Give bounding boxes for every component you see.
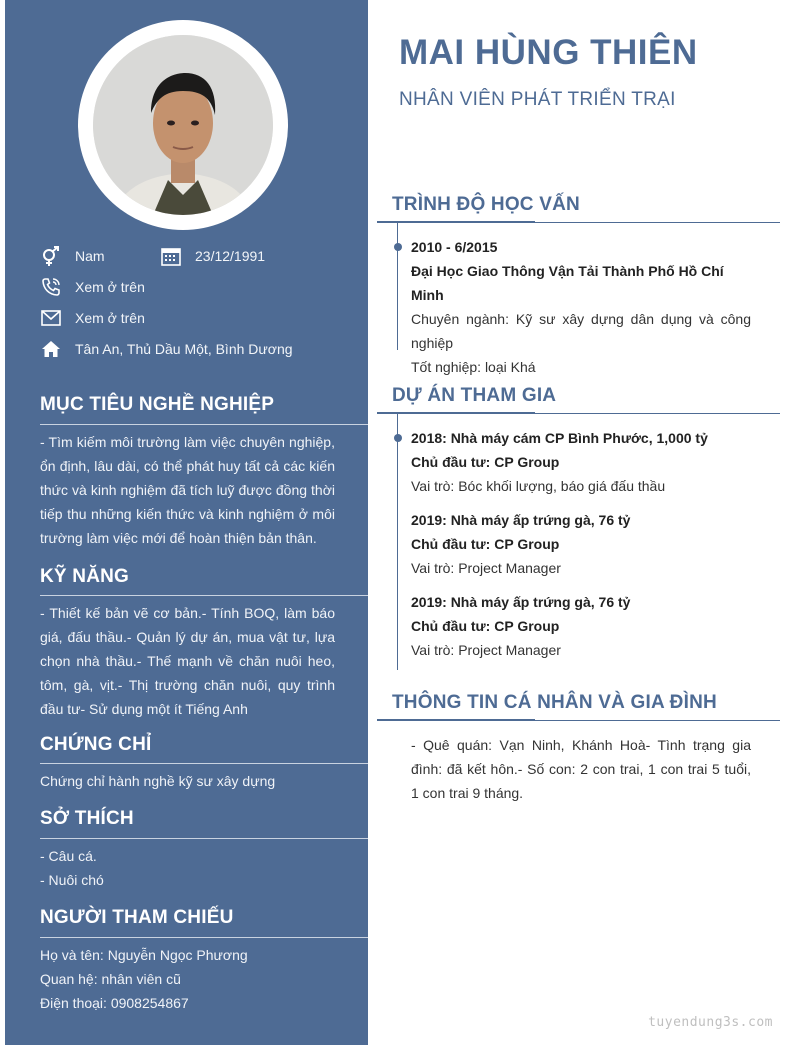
personal-title: THÔNG TIN CÁ NHÂN VÀ GIA ĐÌNH bbox=[392, 692, 717, 713]
certificates-text: Chứng chỉ hành nghề kỹ sư xây dựng bbox=[40, 773, 276, 789]
timeline-dot bbox=[394, 243, 402, 251]
timeline-dot bbox=[394, 434, 402, 442]
objective-divider bbox=[40, 424, 368, 425]
project-entry bbox=[411, 508, 751, 580]
project-entry bbox=[411, 426, 751, 498]
project-role: Vai trò: Project Manager bbox=[411, 560, 561, 576]
home-icon bbox=[40, 339, 62, 359]
reference-name: Họ và tên: Nguyễn Ngọc Phương bbox=[40, 947, 248, 963]
avatar bbox=[93, 35, 273, 215]
hobbies-list bbox=[40, 844, 335, 892]
hobby-item: - Câu cá. bbox=[40, 848, 97, 864]
hobbies-title: SỞ THÍCH bbox=[40, 808, 134, 829]
gender-icon bbox=[40, 246, 62, 266]
project-role: Vai trò: Project Manager bbox=[411, 642, 561, 658]
email-row bbox=[40, 308, 145, 328]
job-title: NHÂN VIÊN PHÁT TRIỂN TRẠI bbox=[399, 89, 676, 110]
phone-icon bbox=[40, 277, 62, 297]
education-title: TRÌNH ĐỘ HỌC VẤN bbox=[392, 194, 580, 215]
education-period: 2010 - 6/2015 bbox=[411, 239, 498, 255]
candidate-name: MAI HÙNG THIÊN bbox=[399, 33, 698, 72]
project-owner: Chủ đầu tư: CP Group bbox=[411, 536, 560, 552]
project-owner: Chủ đầu tư: CP Group bbox=[411, 454, 560, 470]
certificates-divider bbox=[40, 763, 368, 764]
education-grade: Tốt nghiệp: loại Khá bbox=[411, 359, 536, 375]
project-name: 2019: Nhà máy ấp trứng gà, 76 tỷ bbox=[411, 512, 631, 528]
education-major: Chuyên ngành: Kỹ sư xây dựng dân dụng và công nghiệp bbox=[411, 311, 751, 351]
envelope-icon bbox=[40, 308, 62, 328]
sidebar bbox=[5, 0, 368, 1045]
gender-value: Nam bbox=[75, 248, 105, 264]
references-divider bbox=[40, 937, 368, 938]
project-entry bbox=[411, 590, 751, 662]
phone-row bbox=[40, 277, 145, 297]
skills-title: KỸ NĂNG bbox=[40, 566, 130, 587]
education-school: Đại Học Giao Thông Vận Tải Thành Phố Hồ Chí Minh bbox=[411, 263, 724, 303]
certificates-title: CHỨNG CHỈ bbox=[40, 734, 152, 755]
projects-timeline bbox=[397, 413, 398, 670]
personal-divider bbox=[377, 720, 780, 721]
gender-row bbox=[40, 246, 105, 266]
skills-divider bbox=[40, 595, 368, 596]
hobby-item: - Nuôi chó bbox=[40, 872, 104, 888]
personal-text: - Quê quán: Vạn Ninh, Khánh Hoà- Tình trạng gia đình: đã kết hôn.- Số con: 2 con trai, 1 con trai 5 tuổi, 1 con trai 9 tháng. bbox=[411, 737, 751, 801]
calendar-icon bbox=[160, 246, 182, 266]
watermark: tuyendung3s.com bbox=[648, 1015, 773, 1030]
email-value: Xem ở trên bbox=[75, 310, 145, 326]
project-role: Vai trò: Bóc khối lượng, báo giá đấu thầu bbox=[411, 478, 666, 494]
references-title: NGƯỜI THAM CHIẾU bbox=[40, 907, 234, 928]
address-value: Tân An, Thủ Dầu Một, Bình Dương bbox=[75, 341, 293, 357]
reference-relation: Quan hệ: nhân viên cũ bbox=[40, 971, 181, 987]
skills-text: - Thiết kế bản vẽ cơ bản.- Tính BOQ, làm báo giá, đấu thầu.- Quản lý dự án, mua vật tư, lựa chọn nhà thầu.- Thế mạnh về chăn nuôi heo, tôm, gà, vịt.- Thị trường chăn nuôi, quy trình đầu tư- Sử dụng một ít Tiếng Anh bbox=[40, 605, 335, 717]
birthdate-row bbox=[160, 246, 265, 266]
birthdate-value: 23/12/1991 bbox=[195, 248, 266, 264]
phone-value: Xem ở trên bbox=[75, 279, 145, 295]
education-timeline bbox=[397, 222, 398, 350]
objective-title: MỤC TIÊU NGHỀ NGHIỆP bbox=[40, 394, 275, 415]
project-name: 2019: Nhà máy ấp trứng gà, 76 tỷ bbox=[411, 594, 631, 610]
hobbies-divider bbox=[40, 838, 368, 839]
references-info bbox=[40, 943, 335, 1015]
address-row bbox=[40, 339, 293, 359]
reference-phone: Điện thoại: 0908254867 bbox=[40, 995, 189, 1011]
objective-text: - Tìm kiếm môi trường làm việc chuyên nghiệp, ổn định, lâu dài, có thể phát huy tất cả các kiến thức và kinh nghiệm đã tích luỹ được đồng thời tiếp thu những kiến thức và kinh nghiệm ở môi trường làm việc mới để hoàn thiện bản thân. bbox=[40, 434, 335, 546]
education-entry bbox=[411, 235, 751, 379]
projects-divider bbox=[377, 413, 780, 414]
projects-title: DỰ ÁN THAM GIA bbox=[392, 385, 557, 406]
project-owner: Chủ đầu tư: CP Group bbox=[411, 618, 560, 634]
project-name: 2018: Nhà máy cám CP Bình Phước, 1,000 tỷ bbox=[411, 430, 708, 446]
education-divider bbox=[377, 222, 780, 223]
avatar-frame bbox=[78, 20, 288, 230]
